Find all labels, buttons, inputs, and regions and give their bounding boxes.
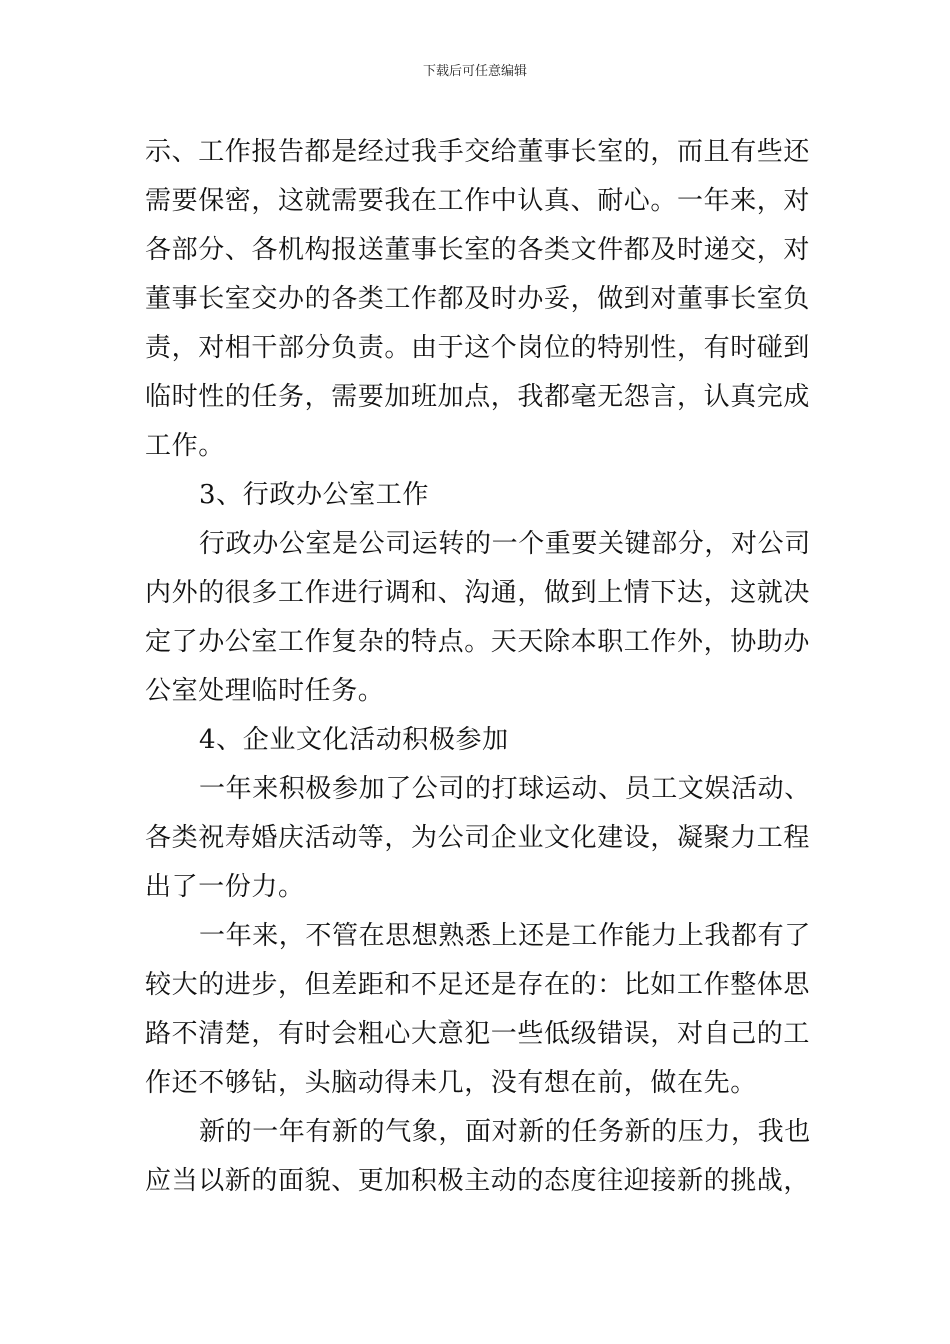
paragraph-line: 出了一份力。 bbox=[145, 872, 305, 902]
paragraph-line: 应当以新的面貌、更加积极主动的态度往迎接新的挑战， bbox=[145, 1166, 811, 1196]
paragraph-first-line: 行政办公室是公司运转的一个重要关键部分，对公司 bbox=[199, 529, 811, 559]
paragraph-line: 工作。 bbox=[145, 431, 225, 461]
paragraph-first-line: 3、行政办公室工作 bbox=[199, 480, 429, 510]
paragraph-line: 临时性的任务，需要加班加点，我都毫无怨言，认真完成 bbox=[145, 382, 811, 412]
paragraph-line: 各类祝寿婚庆活动等，为公司企业文化建设，凝聚力工程 bbox=[145, 823, 811, 853]
paragraph-line: 定了办公室工作复杂的特点。天天除本职工作外，协助办 bbox=[145, 627, 811, 657]
paragraph-first-line: 4、企业文化活动积极参加 bbox=[199, 725, 509, 755]
paragraph-first-line: 一年来积极参加了公司的打球运动、员工文娱活动、 bbox=[199, 774, 811, 804]
paragraph-line: 各部分、各机构报送董事长室的各类文件都及时递交，对 bbox=[145, 235, 811, 265]
paragraph-line: 作还不够钻，头脑动得未几，没有想在前，做在先。 bbox=[145, 1068, 757, 1098]
page-header: 下载后可任意编辑 bbox=[422, 64, 527, 79]
paragraph-line: 较大的进步，但差距和不足还是存在的：比如工作整体思 bbox=[145, 970, 811, 1000]
paragraph-line: 董事长室交办的各类工作都及时办妥，做到对董事长室负 bbox=[145, 284, 811, 314]
paragraph-first-line: 一年来，不管在思想熟悉上还是工作能力上我都有了 bbox=[199, 921, 811, 951]
paragraph-first-line: 新的一年有新的气象，面对新的任务新的压力，我也 bbox=[199, 1117, 811, 1147]
paragraph-line: 公室处理临时任务。 bbox=[145, 676, 385, 706]
paragraph-line: 路不清楚，有时会粗心大意犯一些低级错误，对自己的工 bbox=[145, 1019, 811, 1049]
paragraph-first-line: 示、工作报告都是经过我手交给董事长室的，而且有些还 bbox=[145, 137, 811, 167]
paragraph-line: 责，对相干部分负责。由于这个岗位的特别性，有时碰到 bbox=[145, 333, 811, 363]
paragraph-line: 内外的很多工作进行调和、沟通，做到上情下达，这就决 bbox=[145, 578, 811, 608]
document-body bbox=[145, 128, 809, 1206]
paragraph-line: 需要保密，这就需要我在工作中认真、耐心。一年来，对 bbox=[145, 186, 811, 216]
